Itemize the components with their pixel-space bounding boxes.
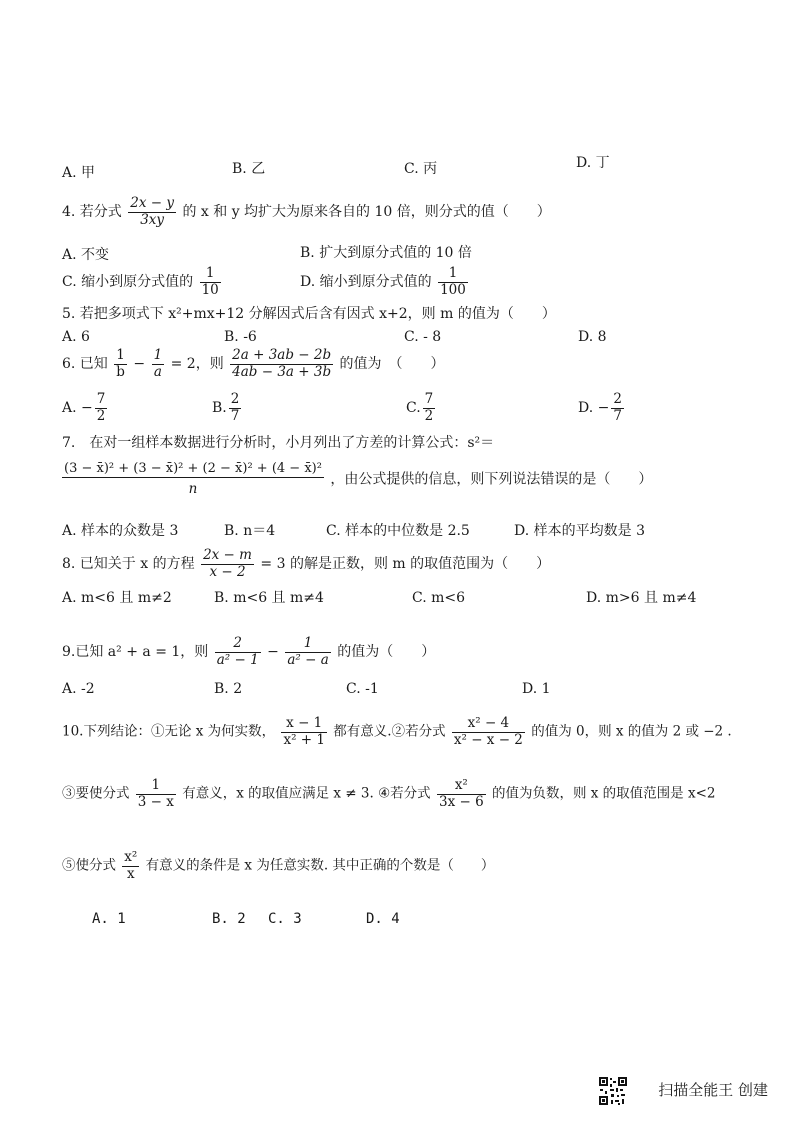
q10-l2-prefix: ③要使分式 bbox=[62, 785, 130, 802]
q8-option-d: D. m>6 且 m≠4 bbox=[586, 590, 697, 606]
q8-frac-den: x − 2 bbox=[201, 564, 254, 581]
q6-a-den: 2 bbox=[96, 407, 106, 424]
q10-l1-f1-num: x − 1 bbox=[286, 715, 323, 731]
q4-option-a: A. 不变 bbox=[62, 247, 110, 263]
q8-option-a: A. m<6 且 m≠2 bbox=[62, 590, 172, 606]
q3-option-d: D. 丁 bbox=[576, 155, 610, 171]
q4-option-d-text: D. 缩小到原分式值的 bbox=[300, 274, 432, 291]
q6-a-fraction bbox=[95, 392, 108, 424]
q8-frac-num: 2x − m bbox=[203, 547, 252, 563]
q9-minus: − bbox=[267, 644, 279, 661]
q4-frac-den: 3xy bbox=[128, 212, 176, 229]
q4-option-b: B. 扩大到原分式值的 10 倍 bbox=[300, 245, 472, 261]
q9-prefix: 9.已知 a² + a = 1，则 bbox=[62, 644, 209, 661]
q10-l3-fraction bbox=[122, 850, 139, 882]
q6-d-num: 2 bbox=[613, 391, 622, 407]
q8-fraction bbox=[201, 548, 254, 580]
q4-frac-num: 2x − y bbox=[130, 195, 174, 211]
q4-option-d bbox=[300, 266, 470, 298]
question-5-stem: 5. 若把多项式下 x²+mx+12 分解因式后含有因式 x+2，则 m 的值为（ ） bbox=[62, 306, 556, 322]
q6-f1-num: 1 bbox=[116, 347, 125, 363]
q4-option-c-fraction bbox=[200, 266, 221, 298]
q10-l2-fraction-1 bbox=[136, 778, 176, 810]
q6-minus: − bbox=[133, 356, 146, 373]
question-9-stem bbox=[62, 636, 435, 668]
q5-option-a: A. 6 bbox=[62, 329, 90, 345]
q10-l1-suffix: 的值为 0，则 x 的值为 2 或 −2 . bbox=[531, 723, 732, 740]
q6-d-label: D. − bbox=[578, 400, 610, 417]
q10-l1-prefix: 10.下列结论：①无论 x 为何实数， bbox=[62, 723, 276, 740]
q9-fraction-1 bbox=[215, 636, 261, 668]
q4-suffix: 的 x 和 y 均扩大为原来各自的 10 倍，则分式的值（ ） bbox=[182, 204, 551, 221]
q7-suffix: ，由公式提供的信息，则下列说法错误的是（ ） bbox=[330, 471, 653, 488]
q6-prefix: 6. 已知 bbox=[62, 356, 108, 373]
q6-b-label: B. bbox=[212, 400, 227, 417]
q4-option-c bbox=[62, 266, 223, 298]
q6-suffix: 的值为 （ ） bbox=[339, 356, 445, 373]
q6-fraction-2 bbox=[152, 348, 165, 380]
question-4-stem bbox=[62, 196, 551, 228]
q10-l2-f2-den: 3x − 6 bbox=[438, 793, 484, 810]
q9-option-d: D. 1 bbox=[522, 681, 551, 697]
question-8-stem bbox=[62, 548, 550, 580]
q6-d-fraction bbox=[611, 392, 624, 424]
question-10-line-3 bbox=[62, 850, 494, 882]
q4-d-num: 1 bbox=[448, 265, 458, 281]
question-6-stem bbox=[62, 348, 445, 380]
q7-option-c: C. 样本的中位数是 2.5 bbox=[326, 523, 470, 539]
q9-f1-num: 2 bbox=[233, 635, 243, 651]
q6-option-d bbox=[578, 392, 626, 424]
q10-l1-f1-den: x² + 1 bbox=[283, 731, 325, 748]
qr-code-icon bbox=[598, 1076, 628, 1106]
q4-d-den: 100 bbox=[440, 281, 466, 298]
q8-prefix: 8. 已知关于 x 的方程 bbox=[62, 556, 195, 573]
scanner-watermark: 扫描全能王 创建 bbox=[658, 1081, 768, 1099]
q6-a-label: A. − bbox=[62, 400, 93, 417]
q6-c-fraction bbox=[423, 392, 436, 424]
q10-l2-suffix: 的值为负数，则 x 的取值范围是 x<2 bbox=[491, 785, 716, 802]
q10-l1-f2-den: x² − x − 2 bbox=[453, 731, 523, 748]
q7-option-b: B. n＝4 bbox=[224, 523, 276, 539]
q10-l3-prefix: ⑤使分式 bbox=[62, 857, 116, 874]
q6-c-den: 2 bbox=[424, 407, 434, 424]
q8-suffix: = 3 的解是正数，则 m 的取值范围为（ ） bbox=[260, 556, 551, 573]
q3-option-c: C. 丙 bbox=[404, 161, 438, 177]
q7-option-a: A. 样本的众数是 3 bbox=[62, 523, 179, 539]
q10-l2-fraction-2 bbox=[437, 778, 486, 810]
q5-option-b: B. -6 bbox=[224, 329, 257, 345]
q9-option-c: C. -1 bbox=[346, 681, 379, 697]
q10-option-a: A. 1 bbox=[92, 911, 126, 927]
q10-l1-fraction-1 bbox=[281, 716, 327, 748]
q6-d-den: 7 bbox=[613, 407, 622, 424]
q10-l3-f-den: x bbox=[122, 866, 139, 883]
q5-option-c: C. - 8 bbox=[404, 329, 442, 345]
q7-formula-num: (3 − x̄)² + (3 − x̄)² + (2 − x̄)² + (4 − x̄)² bbox=[64, 461, 322, 476]
q10-l2-f2-num: x² bbox=[454, 777, 468, 793]
q6-b-den: 7 bbox=[230, 407, 240, 424]
q4-c-num: 1 bbox=[205, 265, 215, 281]
q4-option-c-text: C. 缩小到原分式值的 bbox=[62, 274, 194, 291]
q6-fraction-1 bbox=[114, 348, 127, 380]
q6-f3-num: 2a + 3ab − 2b bbox=[232, 347, 332, 363]
q4-fraction bbox=[128, 196, 176, 228]
q10-option-c: C. 3 bbox=[268, 911, 302, 927]
q6-f2-num: 1 bbox=[153, 347, 163, 363]
q5-option-d: D. 8 bbox=[578, 329, 607, 345]
q9-f2-den: a² − a bbox=[287, 651, 329, 668]
q9-option-a: A. -2 bbox=[62, 681, 95, 697]
q6-option-b bbox=[212, 392, 243, 424]
q10-l2-mid: 有意义，x 的取值应满足 x ≠ 3. ④若分式 bbox=[182, 785, 431, 802]
q9-f1-den: a² − 1 bbox=[216, 651, 259, 668]
q10-l2-f1-num: 1 bbox=[151, 777, 161, 793]
q6-b-num: 2 bbox=[230, 391, 240, 407]
q6-f3-den: 4ab − 3a + 3b bbox=[232, 363, 332, 380]
q6-c-num: 7 bbox=[424, 391, 434, 407]
q8-option-c: C. m<6 bbox=[412, 590, 466, 606]
q9-f2-num: 1 bbox=[303, 635, 313, 651]
q6-c-label: C. bbox=[406, 400, 421, 417]
q6-f1-den: b bbox=[116, 363, 125, 380]
q10-l1-fraction-2 bbox=[452, 716, 525, 748]
q3-option-a: A. 甲 bbox=[62, 165, 96, 181]
q10-option-d: D. 4 bbox=[366, 911, 400, 927]
q10-l1-mid: 都有意义.②若分式 bbox=[333, 723, 446, 740]
q3-option-b: B. 乙 bbox=[232, 161, 266, 177]
q7-formula-line bbox=[60, 462, 652, 497]
q6-f2-den: a bbox=[152, 364, 165, 381]
question-7-stem: 7. 在对一组样本数据进行分析时，小月列出了方差的计算公式：s²＝ bbox=[62, 435, 495, 451]
q10-option-b: B. 2 bbox=[212, 911, 246, 927]
q4-option-d-fraction bbox=[438, 266, 468, 298]
q8-option-b: B. m<6 且 m≠4 bbox=[214, 590, 324, 606]
q4-prefix: 4. 若分式 bbox=[62, 204, 122, 221]
q6-a-num: 7 bbox=[96, 391, 106, 407]
q6-fraction-3 bbox=[230, 348, 333, 380]
q6-b-fraction bbox=[229, 392, 242, 424]
q10-l1-f2-num: x² − 4 bbox=[467, 715, 510, 731]
q7-formula-den: n bbox=[62, 477, 324, 498]
q9-suffix: 的值为（ ） bbox=[337, 644, 436, 661]
q4-c-den: 10 bbox=[201, 281, 219, 298]
q9-option-b: B. 2 bbox=[214, 681, 243, 697]
q7-variance-fraction bbox=[62, 462, 324, 497]
q10-l2-f1-den: 3 − x bbox=[137, 793, 174, 810]
q7-option-d: D. 样本的平均数是 3 bbox=[514, 523, 645, 539]
question-10-line-2 bbox=[62, 778, 715, 810]
q6-eq: = 2，则 bbox=[170, 356, 224, 373]
q6-option-c bbox=[406, 392, 437, 424]
q10-l3-suffix: 有意义的条件是 x 为任意实数. 其中正确的个数是（ ） bbox=[145, 857, 495, 874]
q6-option-a bbox=[62, 392, 109, 424]
q9-fraction-2 bbox=[285, 636, 330, 668]
question-10-line-1 bbox=[62, 716, 732, 748]
q10-l3-f-num: x² bbox=[124, 849, 138, 865]
